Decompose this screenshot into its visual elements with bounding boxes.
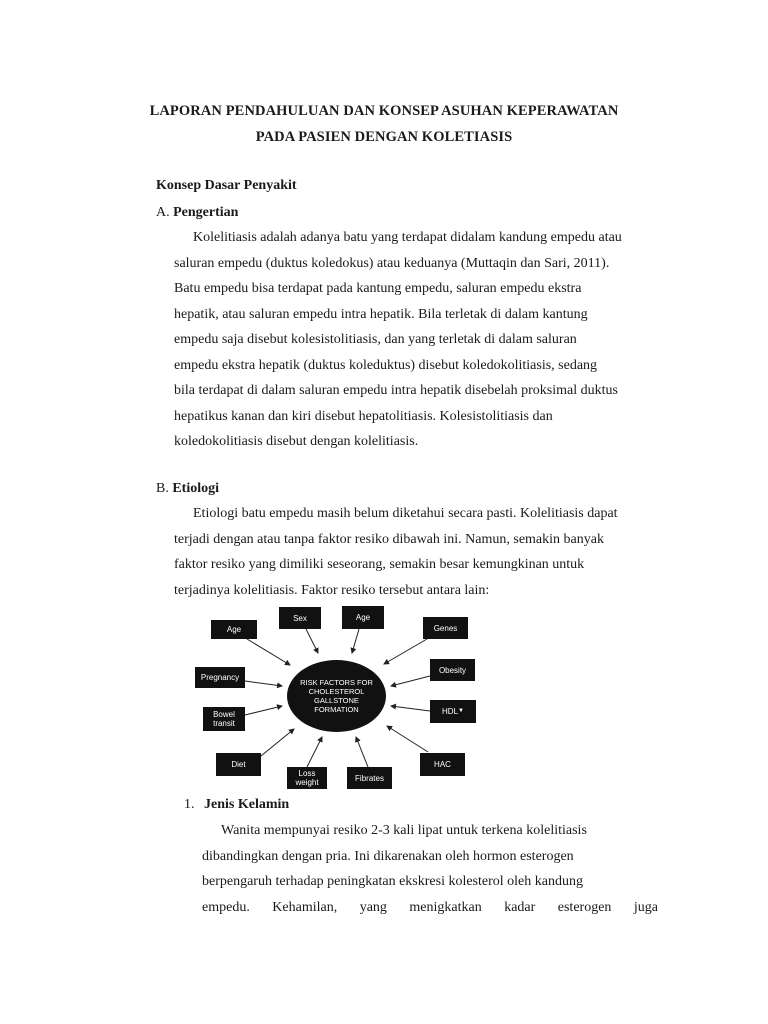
factor-diet: Diet	[216, 753, 261, 776]
para-line: Wanita mempunyai resiko 2-3 kali lipat untuk terkena kolelitiasis	[221, 823, 587, 838]
factor-hdl	[430, 700, 476, 723]
section-b-title: Etiologi	[172, 481, 220, 496]
factor-fibrates: Fibrates	[347, 767, 392, 789]
para-line: terjadi dengan atau tanpa faktor resiko dibawah ini. Namun, semakin banyak	[174, 531, 604, 547]
para-line: faktor resiko yang dimiliki seseorang, semakin besar kemungkinan untuk	[174, 557, 585, 572]
arrow-obesity	[391, 676, 430, 686]
para-line: Etiologi batu empedu masih belum diketahui secara pasti. Kolelitiasis dapat	[193, 506, 618, 521]
arrow-sex	[306, 629, 318, 653]
subsection-1-number: 1.	[184, 797, 195, 812]
arrow-hdl	[391, 706, 430, 711]
para-line: dibandingkan dengan pria. Ini dikarenakan oleh hormon esterogen	[202, 848, 574, 864]
para-line: empedu. Kehamilan, yang menigkatkan kadar esterogen juga	[202, 899, 658, 915]
arrow-hac	[387, 726, 428, 752]
loss-line-1: Loss	[298, 769, 316, 778]
arrow-age-top	[352, 629, 359, 653]
center-label-line: GALLSTONE	[314, 696, 359, 705]
arrow-age-left	[247, 639, 290, 665]
factor-age-top: Age	[342, 606, 384, 629]
factor-bowel-transit	[203, 707, 245, 731]
risk-factors-diagram	[190, 603, 480, 789]
center-label-line: RISK FACTORS FOR	[300, 678, 373, 687]
document-title-line-2: PADA PASIEN DENGAN KOLETIASIS	[255, 129, 513, 145]
para-line: empedu saja disebut kolesistolitiasis, dan yang terletak di dalam saluran	[174, 332, 577, 347]
hdl-label: HDL	[442, 707, 459, 716]
para-line: bila terdapat di dalam saluran empedu intra hepatik disebelah proksimal duktus	[174, 383, 618, 398]
factor-hac: HAC	[420, 753, 465, 776]
para-line: saluran empedu (duktus koledokus) atau keduanya (Muttaqin dan Sari, 2011).	[174, 255, 610, 271]
arrow-diet	[261, 729, 294, 756]
section-b-heading	[156, 481, 219, 497]
para-line: Kolelitiasis adalah adanya batu yang terdapat didalam kandung empedu atau	[193, 230, 622, 245]
arrow-pregnancy	[245, 681, 282, 686]
para-line: empedu ekstra hepatik (duktus koleduktus) disebut koledokolitiasis, sedang	[174, 357, 598, 373]
factor-obesity: Obesity	[430, 659, 475, 681]
section-b-prefix: B.	[156, 481, 169, 496]
subsection-1-heading	[184, 797, 289, 813]
center-label-line: CHOLESTEROL	[308, 687, 365, 696]
section-a-prefix: A.	[156, 205, 170, 220]
subsection-1-title: Jenis Kelamin	[204, 797, 290, 812]
factor-loss-weight	[287, 767, 327, 789]
bowel-line-2: transit	[213, 719, 235, 728]
para-line: hepatikus kanan dan kiri disebut hepatolitiasis. Kolesistolitiasis dan	[174, 408, 553, 424]
para-line: terjadinya kolelitiasis. Faktor resiko tersebut antara lain:	[174, 582, 490, 598]
arrow-fibrates	[356, 737, 368, 767]
subsection-1-paragraph	[202, 818, 658, 920]
arrow-bowel-transit	[245, 706, 282, 715]
section-a-title: Pengertian	[173, 205, 239, 220]
arrow-genes	[384, 639, 427, 664]
risk-factors-center	[287, 660, 386, 732]
para-line: Batu empedu bisa terdapat pada kantung empedu, saluran empedu ekstra	[174, 281, 582, 296]
section-a-heading	[156, 205, 238, 221]
center-label-line: FORMATION	[314, 705, 359, 714]
section-title: Konsep Dasar Penyakit	[156, 178, 297, 193]
factor-genes: Genes	[423, 617, 468, 639]
section-a-paragraph	[174, 225, 658, 455]
factor-age-left: Age	[211, 620, 257, 639]
arrow-loss-weight	[307, 737, 322, 767]
loss-line-2: weight	[295, 778, 319, 787]
factor-pregnancy: Pregnancy	[195, 667, 245, 688]
para-line: hepatik, atau saluran empedu intra hepatik. Bila terletak di dalam kantung	[174, 306, 588, 322]
para-line: berpengaruh terhadap peningkatan ekskresi kolesterol oleh kandung	[202, 874, 583, 889]
document-title-line-1: LAPORAN PENDAHULUAN DAN KONSEP ASUHAN KEPERAWATAN	[149, 103, 619, 119]
para-line: koledokolitiasis disebut dengan kolelitiasis.	[174, 434, 419, 449]
factor-sex: Sex	[279, 607, 321, 629]
arrow-down-icon: ▼	[458, 708, 464, 714]
bowel-line-1: Bowel	[213, 710, 235, 719]
section-b-paragraph	[174, 501, 658, 603]
